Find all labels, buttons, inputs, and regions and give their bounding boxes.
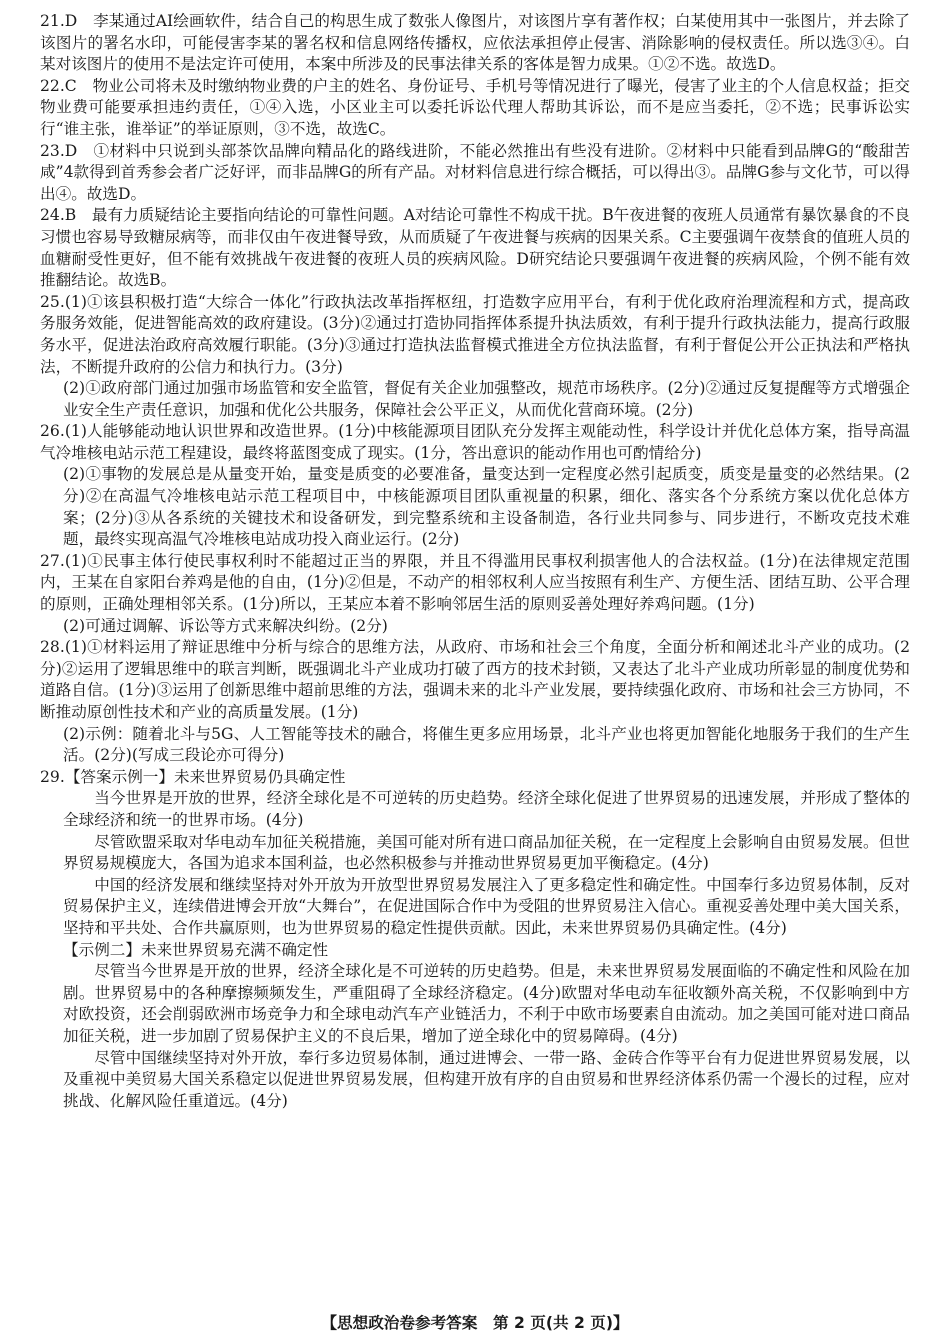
answer-part-1: (1)①该县积极打造“大综合一体化”行政执法改革指挥枢纽，打造数字应用平台，有利于优化政府治理流程和方式，提高政务服务效能，促进智能高效的政府建设。(3分)②通过打造协同指挥体系提升执法质效，有利于提升行政执法能力，提高行政服务水平，促进法治政府高效履行职能。(3分)③通过打造执法监督模式推进全方位执法监督，有利于督促公开公正执法和严格执法，不断提升政府的公信力和执行力。(3分) [40,292,910,376]
question-number: 26. [40,422,65,441]
answer-text: 李某通过AI绘画软件，结合自己的构思生成了数张人像图片，对该图片享有著作权；白某使用其中一张图片，并去除了该图片的署名水印，可能侵害李某的署名权和信息网络传播权，应依法承担停止侵害、消除影响的侵权责任。所以选③④。白某对该图片的使用不是法定许可使用，本案中所涉及的民事法律关系的客体是智力成果。①②不选。故选D。 [40,12,910,74]
answer-26 [40,421,910,551]
answer-part-2: (2)①事物的发展总是从量变开始，量变是质变的必要准备，量变达到一定程度必然引起质变，质变是量变的必然结果。(2分)②在高温气冷堆核电站示范工程项目中，中核能源项目团队重视量的积累，细化、落实各个分系统方案以优化总体方案；(2分)③从各系统的关键技术和设备研发，到完整系统和主设备制造，各行业共同参与、同步进行，不断攻克技术难题，最终实现高温气冷堆核电站成功投入商业运行。(2分) [63,465,910,549]
answer-21 [40,11,910,76]
answer-text: 物业公司将未及时缴纳物业费的户主的姓名、身份证号、手机号等情况进行了曝光，侵害了业主的个人信息权益；拒交物业费可能要承担违约责任，①④入选，小区业主可以委托诉讼代理人帮助其诉讼，而不是应当委托，②不选；民事诉讼实行“谁主张，谁举证”的举证原则，③不选，故选C。 [40,76,910,138]
example-2-paragraph-1: 尽管当今世界是开放的世界，经济全球化是不可逆转的历史趋势。但是，未来世界贸易发展面临的不确定性和风险在加剧。世界贸易中的各种摩擦频频发生，严重阻碍了全球经济稳定。(4分)欧盟对华电动车征收额外高关税，不仅影响到中方对欧投资，还会削弱欧洲市场竞争力和全球电动汽车产业链活力，不利于中欧市场要素自由流动。加之美国可能对进口商品加征关税，进一步加剧了贸易保护主义的不良后果，增加了逆全球化中的贸易障碍。(4分) [63,962,910,1045]
answer-part-2: (2)①政府部门通过加强市场监管和安全监管，督促有关企业加强整改，规范市场秩序。(2分)②通过反复提醒等方式增强企业安全生产责任意识，加强和优化公共服务，保障社会公平正义，从而优化营商环境。(2分) [63,379,910,419]
question-number: 28. [40,638,65,657]
answer-29 [40,767,910,1113]
answer-part-1: (1)人能够能动地认识世界和改造世界。(1分)中核能源项目团队充分发挥主观能动性，科学设计并优化总体方案，指导高温气冷堆核电站示范工程建设，最终将蓝图变成了现实。(1分，答出意识的能动作用也可酌情给分) [40,422,910,462]
answer-text: 最有力质疑结论主要指向结论的可靠性问题。A对结论可靠性不构成干扰。B午夜进餐的夜班人员通常有暴饮暴食的不良习惯也容易导致糖尿病等，而非仅由午夜进餐导致，从而质疑了午夜进餐与疾病的因果关系。C主要强调午夜禁食的值班人员的血糖耐受性更好，但不能有效挑战午夜进餐的夜班人员的疾病风险。D研究结论只要强调午夜进餐的疾病风险，个例不能有效推翻结论。故选B。 [40,206,910,290]
question-number: 21.D [40,12,78,30]
question-number: 25. [40,292,65,311]
example-1-title: 【答案示例一】未来世界贸易仍具确定性 [64,767,346,786]
example-1-paragraph-1: 当今世界是开放的世界，经济全球化是不可逆转的历史趋势。经济全球化促进了世界贸易的迅速发展，并形成了整体的全球经济和统一的世界市场。(4分) [63,789,910,829]
example-2-paragraph-2: 尽管中国继续坚持对外开放，奉行多边贸易体制，通过进博会、一带一路、金砖合作等平台有力促进世界贸易发展，以及重视中美贸易大国关系稳定以促进世界贸易发展，但构建开放有序的自由贸易和世界经济体系仍需一个漫长的过程，应对挑战、化解风险任重道远。(4分) [63,1048,910,1110]
question-number: 22.C [40,76,77,95]
answer-24 [40,205,910,291]
answer-22 [40,76,910,141]
answer-27 [40,551,910,637]
answer-part-2: (2)示例：随着北斗与5G、人工智能等技术的融合，将催生更多应用场景，北斗产业也将更加智能化地服务于我们的生产生活。(2分)(写成三段论亦可得分) [63,724,910,765]
answer-25 [40,292,910,422]
answer-23 [40,141,910,206]
question-number: 29. [40,767,65,786]
answer-part-1: (1)①民事主体行使民事权利时不能超过正当的界限，并且不得滥用民事权利损害他人的合法权益。(1分)在法律规定范围内，王某在自家阳台养鸡是他的自由，(1分)②但是，不动产的相邻权利人应当按照有利生产、方便生活、团结互助、公平合理的原则，正确处理相邻关系。(1分)所以，王某应本着不影响邻居生活的原则妥善处理好养鸡问题。(1分) [40,551,910,614]
example-1-paragraph-2: 尽管欧盟采取对华电动车加征关税措施，美国可能对所有进口商品加征关税，在一定程度上会影响自由贸易发展。但世界贸易规模庞大，各国为追求本国利益，也必然积极参与并推动世界贸易更加平衡稳定。(4分) [63,832,910,873]
question-number: 27. [40,551,65,570]
answer-28 [40,637,910,767]
answer-part-1: (1)①材料运用了辩证思维中分析与综合的思维方法，从政府、市场和社会三个角度，全面分析和阐述北斗产业的成功。(2分)②运用了逻辑思维中的联言判断，既强调北斗产业成功打破了西方的技术封锁，又表达了北斗产业成功所彰显的制度优势和道路自信。(1分)③运用了创新思维中超前思维的方法，强调未来的北斗产业发展，要持续强化政府、市场和社会三方协同，不断推动原创性技术和产业的高质量发展。(1分) [40,638,910,721]
question-number: 24.B [40,206,77,225]
answer-text: ①材料中只说到头部茶饮品牌向精品化的路线进阶，不能必然推出有些没有进阶。②材料中只能看到品牌G的“酸甜苦咸”4款得到首秀参会者广泛好评，而非品牌G的所有产品。对材料信息进行综合概括，可以得出③。品牌G参与文化节，可以得出④。故选D。 [40,141,910,203]
example-1-paragraph-3: 中国的经济发展和继续坚持对外开放为开放型世界贸易发展注入了更多稳定性和确定性。中国奉行多边贸易体制，反对贸易保护主义，连续借进博会开放“大舞台”，在促进国际合作中为受阻的世界贸易注入信心。重视妥善处理中美大国关系，坚持和平共处、合作共赢原则，也为世界贸易的稳定性提供贡献。因此，未来世界贸易仍具确定性。(4分) [63,875,910,937]
page-footer: 【思想政治卷参考答案 第 2 页(共 2 页)】 [321,1314,629,1332]
question-number: 23.D [40,141,78,160]
example-2-title: 【示例二】未来世界贸易充满不确定性 [63,940,329,959]
answer-part-2: (2)可通过调解、诉讼等方式来解决纠纷。(2分) [63,616,388,635]
